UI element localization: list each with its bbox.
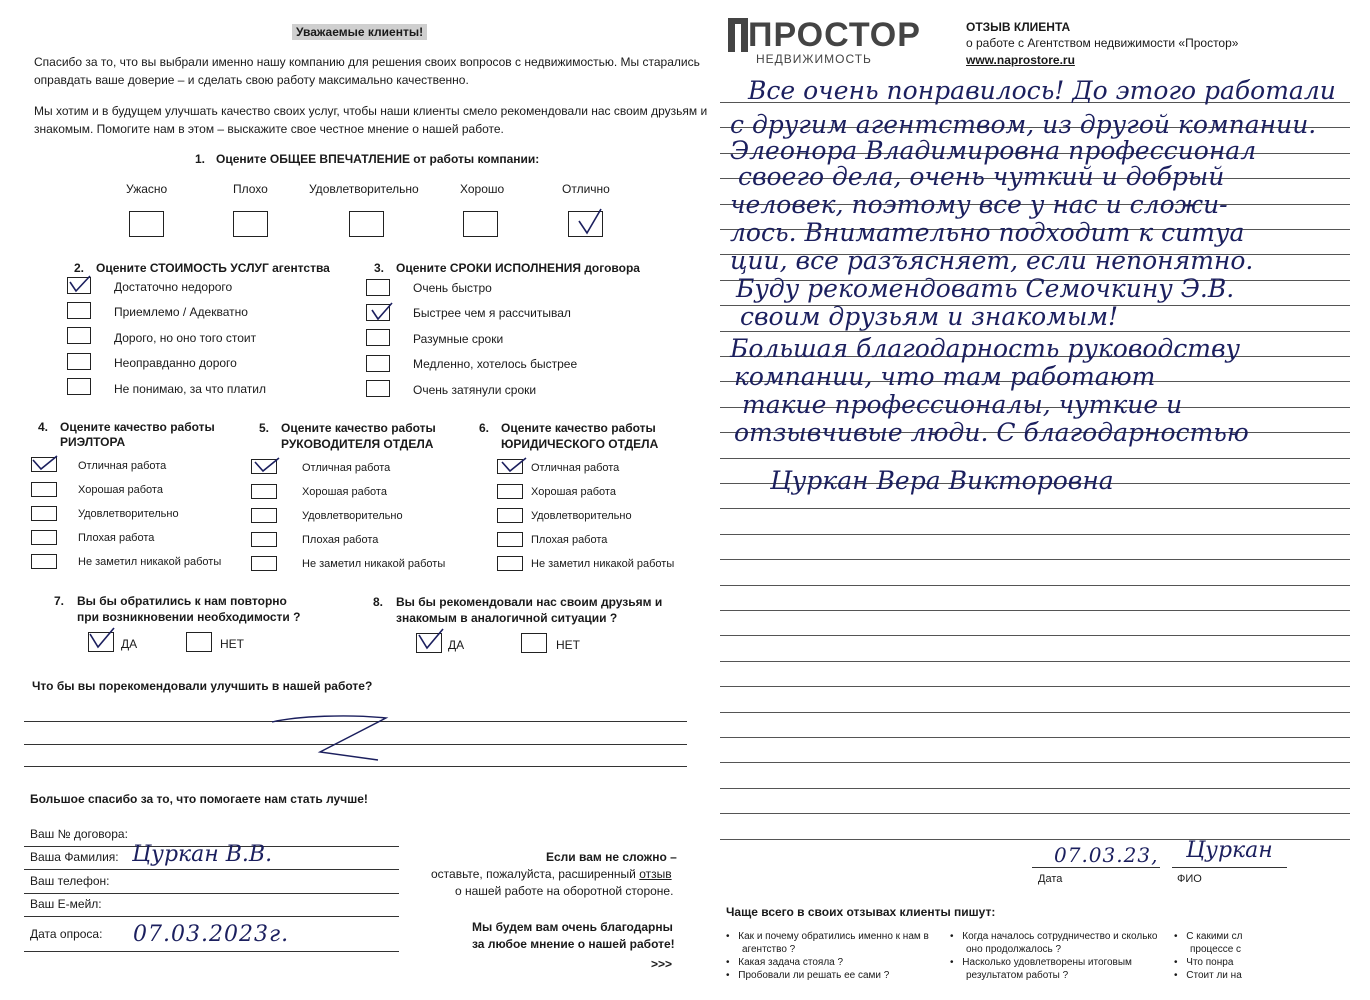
review-ruled-line[interactable] (720, 635, 1350, 636)
footer-bullet-item: • Что понра (1174, 957, 1234, 968)
q3-checkbox[interactable] (366, 355, 390, 372)
q4-option-label: Отличная работа (78, 460, 167, 472)
q4-option-label: Плохая работа (78, 532, 155, 544)
q2-option-label: Приемлемо / Адекватно (114, 305, 248, 319)
q6-option-label: Удовлетворительно (531, 510, 632, 522)
footer-bullet-item: • Стоит ли на (1174, 970, 1242, 981)
review-line: человек, поэтому все у нас и сложи- (730, 190, 1228, 219)
q4-checkbox[interactable] (31, 482, 57, 497)
q1-checkbox-satisfactory[interactable] (349, 211, 384, 237)
review-line: своим друзьям и знакомым! (740, 302, 1119, 331)
form-title: Уважаемые клиенты! (292, 24, 427, 40)
intro-paragraph-2-line-2: знакомым. Помогите нам в этом – выскажите свое честное мнение о нашей работе. (34, 122, 504, 136)
footer-bullet-item: • С какими сл (1174, 931, 1243, 942)
q6-number: 6. (479, 421, 490, 435)
q1-option-label: Ужасно (126, 182, 168, 196)
review-header-subtitle: о работе с Агентством недвижимости «Простор» (966, 36, 1239, 50)
q3-option-label: Очень быстро (413, 281, 492, 295)
q6-option-label: Отличная работа (531, 462, 620, 474)
q6-option-label: Плохая работа (531, 534, 608, 546)
q3-number: 3. (374, 261, 385, 275)
email-field[interactable] (24, 916, 399, 917)
review-ruled-line[interactable] (720, 559, 1350, 560)
phone-field[interactable] (24, 893, 399, 894)
note-line-1: Если вам не сложно – (546, 850, 677, 864)
q1-title: Оцените ОБЩЕЕ ВПЕЧАТЛЕНИЕ от работы компании: (216, 152, 540, 166)
logo-subtitle: НЕДВИЖИМОСТЬ (756, 52, 872, 66)
footer-bullet-item: • Какая задача стояла ? (726, 957, 844, 968)
note-line-3: о нашей работе на оборотной стороне. (455, 884, 674, 898)
q6-title-line-2: ЮРИДИЧЕСКОГО ОТДЕЛА (501, 437, 659, 451)
q2-option-label: Достаточно недорого (114, 280, 233, 294)
website-link[interactable]: www.naprostore.ru (966, 53, 1075, 67)
q5-option-label: Плохая работа (302, 534, 379, 546)
surname-label: Ваша Фамилия: (30, 850, 119, 864)
surname-value: Цуркан В.В. (132, 842, 273, 867)
footer-bullet-item: • Пробовали ли решать ее сами ? (726, 970, 890, 981)
q2-checkbox[interactable] (67, 353, 91, 370)
footer-bullet-item: • Как и почему обратились именно к нам в (726, 931, 929, 942)
review-signature-name: Цуркан Вера Викторовна (770, 466, 1114, 495)
q4-option-label: Удовлетворительно (78, 508, 179, 520)
footer-col2 (950, 930, 1157, 982)
surname-field[interactable] (24, 869, 399, 870)
review-ruled-line[interactable] (720, 788, 1350, 789)
q2-option-label: Дорого, но оно того стоит (114, 331, 257, 345)
review-line: с другим агентством, из другой компании. (730, 110, 1317, 139)
review-line: своего дела, очень чуткий и добрый (738, 162, 1225, 191)
q2-option-label: Не понимаю, за что платил (114, 382, 267, 396)
footer-title: Чаще всего в своих отзывах клиенты пишут: (726, 905, 996, 919)
q8-checkbox-no[interactable] (521, 633, 547, 653)
review-line: такие профессионалы, чуткие и (742, 390, 1183, 419)
q2-checkbox[interactable] (67, 378, 91, 395)
q7-title-line-2: при возникновении необходимости ? (77, 610, 301, 624)
review-ruled-line[interactable] (720, 737, 1350, 738)
review-ruled-line[interactable] (720, 508, 1350, 509)
q7-number: 7. (54, 594, 65, 608)
q4-checkbox[interactable] (31, 506, 57, 521)
checkmark-icon (252, 455, 282, 475)
q8-no-label: НЕТ (556, 638, 580, 652)
q7-checkbox-no[interactable] (186, 632, 212, 652)
intro-paragraph-1-line-2: оправдать ваше доверие – и сделать свою работу максимально качественно. (34, 73, 469, 87)
q8-title-line-2: знакомым в аналогичной ситуации ? (396, 611, 618, 625)
review-link[interactable]: отзыв (639, 867, 672, 881)
q1-checkbox-terrible[interactable] (129, 211, 164, 237)
review-ruled-line[interactable] (720, 610, 1350, 611)
review-line: Большая благодарность руководству (730, 334, 1241, 363)
q5-option-label: Удовлетворительно (302, 510, 403, 522)
review-line: лось. Внимательно подходит к ситуа (730, 218, 1245, 247)
phone-label: Ваш телефон: (30, 874, 110, 888)
q5-option-label: Не заметил никакой работы (302, 558, 446, 570)
review-line: ции, все разъясняет, если непонятно. (730, 246, 1254, 275)
q7-title-line-1: Вы бы обратились к нам повторно (77, 594, 287, 608)
q3-option-label: Медленно, хотелось быстрее (413, 357, 578, 371)
review-date-value: 07.03.23, (1054, 843, 1159, 867)
q4-option-label: Не заметил никакой работы (78, 556, 222, 568)
q3-option-label: Очень затянули сроки (413, 383, 537, 397)
q1-option-label: Плохо (233, 182, 268, 196)
q6-checkbox[interactable] (497, 556, 523, 571)
q2-checkbox[interactable] (67, 302, 91, 319)
review-ruled-line[interactable] (720, 712, 1350, 713)
q5-option-label: Хорошая работа (302, 486, 387, 498)
q8-yes-label: ДА (448, 638, 465, 652)
review-ruled-line[interactable] (720, 585, 1350, 586)
review-line: Все очень понравилось! До этого работали (748, 76, 1336, 105)
review-header-title: ОТЗЫВ КЛИЕНТА (966, 20, 1071, 34)
q5-title-line-2: РУКОВОДИТЕЛЯ ОТДЕЛА (281, 437, 434, 451)
q4-number: 4. (38, 420, 49, 434)
intro-paragraph-1-line-1: Спасибо за то, что вы выбрали именно нашу компанию для решения своих вопросов с недвижимостью. Мы старались (34, 55, 700, 69)
footer-bullet-item: • Насколько удовлетворены итоговым (950, 957, 1132, 968)
review-signature-value: Цуркан (1186, 838, 1273, 863)
footer-bullet-item: оно продолжалось ? (966, 944, 1062, 955)
arrows-icon: >>> (651, 957, 673, 971)
review-signature-field[interactable] (1172, 867, 1287, 868)
q7-no-label: НЕТ (220, 637, 244, 651)
review-ruled-line[interactable] (720, 458, 1350, 459)
q5-checkbox[interactable] (251, 484, 277, 499)
q6-checkbox[interactable] (497, 508, 523, 523)
q6-checkbox[interactable] (497, 484, 523, 499)
q4-checkbox[interactable] (31, 554, 57, 569)
note-line-2 (431, 867, 672, 881)
logo-mark-icon (728, 18, 748, 52)
checkmark-icon (574, 205, 608, 237)
improve-question: Что бы вы порекомендовали улучшить в нашей работе? (32, 679, 373, 693)
q1-checkbox-bad[interactable] (233, 211, 268, 237)
q3-checkbox[interactable] (366, 380, 390, 397)
review-line: Буду рекомендовать Семочкину Э.В. (736, 274, 1235, 303)
q5-option-label: Отличная работа (302, 462, 391, 474)
review-line: Элеонора Владимировна профессионал (730, 136, 1257, 165)
checkmark-icon (30, 453, 60, 473)
survey-date-value: 07.03.2023г. (133, 922, 290, 947)
q1-option-label: Удовлетворительно (309, 182, 419, 196)
q1-number: 1. (195, 152, 206, 166)
intro-paragraph-2-line-1: Мы хотим и в будущем улучшать качество своих услуг, чтобы наши клиенты смело рекомендовали нас своим друзьям и (34, 104, 708, 118)
q2-number: 2. (74, 261, 85, 275)
q5-checkbox[interactable] (251, 508, 277, 523)
q8-title-line-1: Вы бы рекомендовали нас своим друзьям и (396, 595, 663, 609)
note-line-2-text: оставьте, пожалуйста, расширенный (431, 867, 636, 881)
checkmark-icon (368, 300, 396, 322)
q2-title: Оцените СТОИМОСТЬ УСЛУГ агентства (96, 261, 330, 275)
q1-option-label: Отлично (562, 182, 610, 196)
logo-text: ПРОСТОР (748, 16, 921, 54)
q3-checkbox[interactable] (366, 329, 390, 346)
checkmark-icon (86, 625, 118, 651)
checkmark-icon (66, 274, 94, 294)
thanks-text: Большое спасибо за то, что помогаете нам стать лучше! (30, 792, 368, 806)
checkmark-icon (499, 455, 529, 475)
footer-bullet-item: агентство ? (742, 944, 796, 955)
note-line-4: Мы будем вам очень благодарны (472, 920, 673, 934)
q3-option-label: Разумные сроки (413, 332, 504, 346)
date-label: Дата опроса: (30, 927, 103, 941)
q1-checkbox-good[interactable] (463, 211, 498, 237)
review-ruled-line[interactable] (720, 534, 1350, 535)
review-date-field[interactable] (1032, 867, 1160, 868)
contract-label: Ваш № договора: (30, 827, 128, 841)
footer-col1 (726, 930, 929, 982)
review-ruled-line[interactable] (720, 813, 1350, 814)
email-label: Ваш Е-мейл: (30, 897, 102, 911)
footer-col3 (1174, 930, 1294, 982)
q2-option-label: Неоправданно дорого (114, 356, 237, 370)
q3-option-label: Быстрее чем я рассчитывал (413, 306, 571, 320)
review-date-label: Дата (1038, 873, 1063, 885)
review-ruled-line[interactable] (720, 762, 1350, 763)
footer-bullet-item: • Когда началось сотрудничество и сколько (950, 931, 1158, 942)
q5-number: 5. (259, 421, 270, 435)
q5-title-line-1: Оцените качество работы (281, 421, 436, 435)
q5-checkbox[interactable] (251, 556, 277, 571)
q4-title-line-2: РИЭЛТОРА (60, 435, 126, 449)
review-ruled-line[interactable] (720, 661, 1350, 662)
q4-option-label: Хорошая работа (78, 484, 163, 496)
review-ruled-line[interactable] (720, 686, 1350, 687)
review-signature-label: ФИО (1177, 873, 1202, 885)
q4-checkbox[interactable] (31, 530, 57, 545)
q6-option-label: Не заметил никакой работы (531, 558, 675, 570)
q5-checkbox[interactable] (251, 532, 277, 547)
footer-bullet-item: процессе с (1190, 944, 1242, 955)
q8-number: 8. (373, 595, 384, 609)
review-line: отзывчивые люди. С благодарностью (734, 418, 1249, 447)
q7-yes-label: ДА (121, 637, 138, 651)
q3-checkbox[interactable] (366, 279, 390, 296)
checkmark-icon (415, 626, 447, 652)
q6-checkbox[interactable] (497, 532, 523, 547)
q4-title-line-1: Оцените качество работы (60, 420, 215, 434)
q1-option-label: Хорошо (460, 182, 505, 196)
q3-title: Оцените СРОКИ ИСПОЛНЕНИЯ договора (396, 261, 640, 275)
dash-scribble-icon (268, 712, 393, 770)
date-field[interactable] (24, 951, 399, 952)
q6-option-label: Хорошая работа (531, 486, 616, 498)
q6-title-line-1: Оцените качество работы (501, 421, 656, 435)
note-line-5: за любое мнение о нашей работе! (472, 937, 675, 951)
review-line: компании, что там работают (734, 362, 1156, 391)
footer-bullet-item: результатом работы ? (966, 970, 1069, 981)
q2-checkbox[interactable] (67, 327, 91, 344)
